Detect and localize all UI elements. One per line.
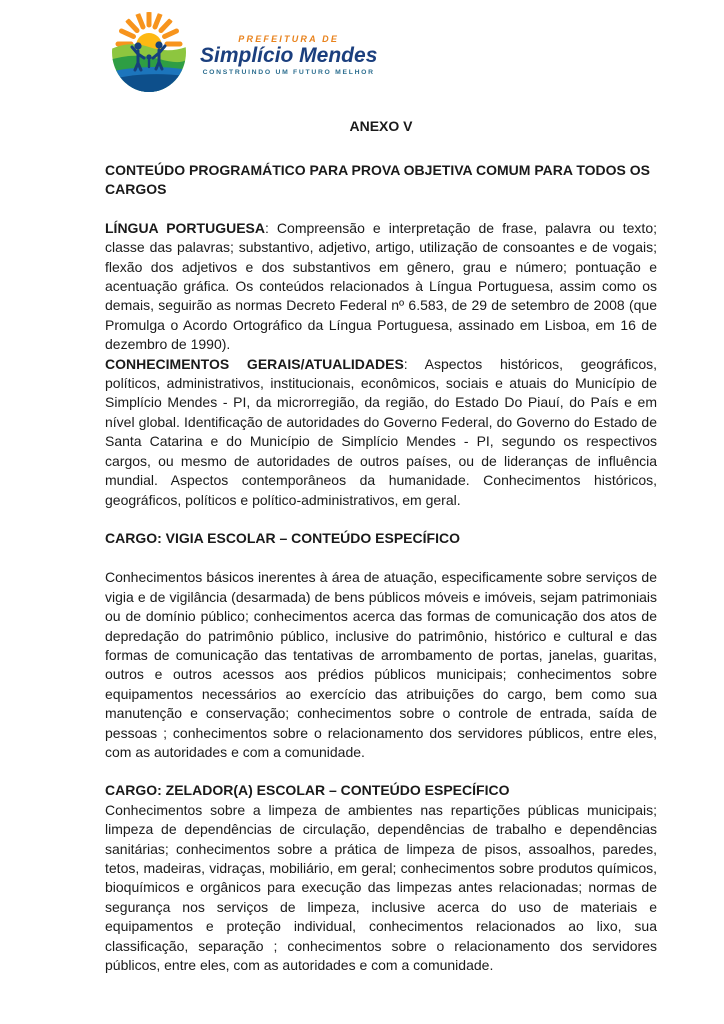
paragraph-zelador-escolar: Conhecimentos sobre a limpeza de ambientes nas repartições públicas municipais; limpeza de dependências de circulação, dependências de trabalho e dependências sanitárias; conhecimentos sobre a prática de limpeza de pisos, assoalhos, paredes, tetos, madeiras, vidraças, mobiliário, em geral; conhecimentos sobre produtos químicos, bioquímicos e orgânicos para execução das limpezas antes relacionadas; normas de segurança nos serviços de limpeza, inclusive acerca do uso de materiais e equipamentos e proteção individual, conhecimentos relacionados ao lixo, sua classificação, separação ; conhecimentos sobre o relacionamento dos servidores públicos, entre eles, com as autoridades e com a comunidade. — [105, 801, 657, 974]
paragraph-vigia-escolar: Conhecimentos básicos inerentes à área de atuação, especificamente sobre serviços de vigia e de vigilância (desarmada) de bens públicos móveis e imóveis, sejam patrimoniais ou de domínio público; conhecimentos acerca das formas de comunicação dos atos de depredação do patrimônio público, inclusive do patrimônio, histórico e cultural e das formas de comunicação das tentativas de arrombamento de portas, janelas, guaritas, outros e outros acessos aos prédios públicos municipais; conhecimentos sobre equipamentos necessários ao exercício das atribuições do cargo, bem como sua manutenção e conservação; conhecimentos sobre o controle de entrada, saída de pessoas ; conhecimentos sobre o relacionamento dos servidores públicos, entre eles, com as autoridades e com a comunidade. — [105, 569, 657, 760]
paragraph-lead-conhecimentos: CONHECIMENTOS GERAIS/ATUALIDADES — [105, 355, 404, 372]
page-title: ANEXO V — [349, 118, 413, 134]
wave-dark-icon — [107, 74, 191, 94]
paragraph-text-lingua: : Compreensão e interpretação de frase, palavra ou texto; classe das palavras; substantivo, adjetivo, artigo, utilização de consoantes e de vogais; flexão dos adjetivos e dos substantivos em gênero, grau e número; pontuação e acentuação gráfica. Os conteúdos relacionados à Língua Portuguesa, assim como os demais, seguirão as normas Decreto Federal nº 6.583, de 29 de setembro de 2008 (que Promulga o Acordo Ortográfico da Língua Portuguesa, assinado em Lisboa, em 16 de dezembro de 1990). — [105, 219, 657, 353]
paragraph-conhecimentos-gerais — [105, 355, 657, 510]
section-heading-zelador-escolar: CARGO: ZELADOR(A) ESCOLAR – CONTEÚDO ESPECÍFICO — [105, 782, 510, 799]
logo-tagline: CONSTRUINDO UM FUTURO MELHOR — [202, 69, 375, 77]
paragraph-text-conhecimentos: : Aspectos históricos, geográficos, políticos, administrativos, institucionais, econômicos, sociais e atuais do Município de Simplício Mendes - PI, da microrregião, da região, do Estado Do Piauí, do País e em nível global. Identificação de autoridades do Governo Federal, do Governo do Estado de Santa Catarina e do Município de Simplício Mendes - PI, segundo os respectivos cargos, ou mesmo de autoridades de outros países, ou de lideranças de influência mundial. Aspectos contemporâneos da humanidade. Conhecimentos históricos, geográficos, políticos e político-administrativos, em geral. — [105, 355, 657, 508]
document-heading: CONTEÚDO PROGRAMÁTICO PARA PROVA OBJETIVA COMUM PARA TODOS OS CARGOS — [105, 162, 650, 198]
paragraph-lead-lingua: LÍNGUA PORTUGUESA — [105, 219, 265, 236]
logo-city-name: Simplício Mendes — [200, 43, 378, 67]
paragraph-lingua-portuguesa — [105, 219, 657, 355]
logo-prefeitura-text: PREFEITURA DE — [238, 33, 340, 44]
city-emblem-icon — [103, 10, 195, 94]
logo — [103, 0, 377, 94]
section-heading-vigia-escolar: CARGO: VIGIA ESCOLAR – CONTEÚDO ESPECÍFICO — [105, 529, 460, 546]
document-content — [105, 118, 657, 975]
logo-wordmark — [200, 34, 377, 76]
